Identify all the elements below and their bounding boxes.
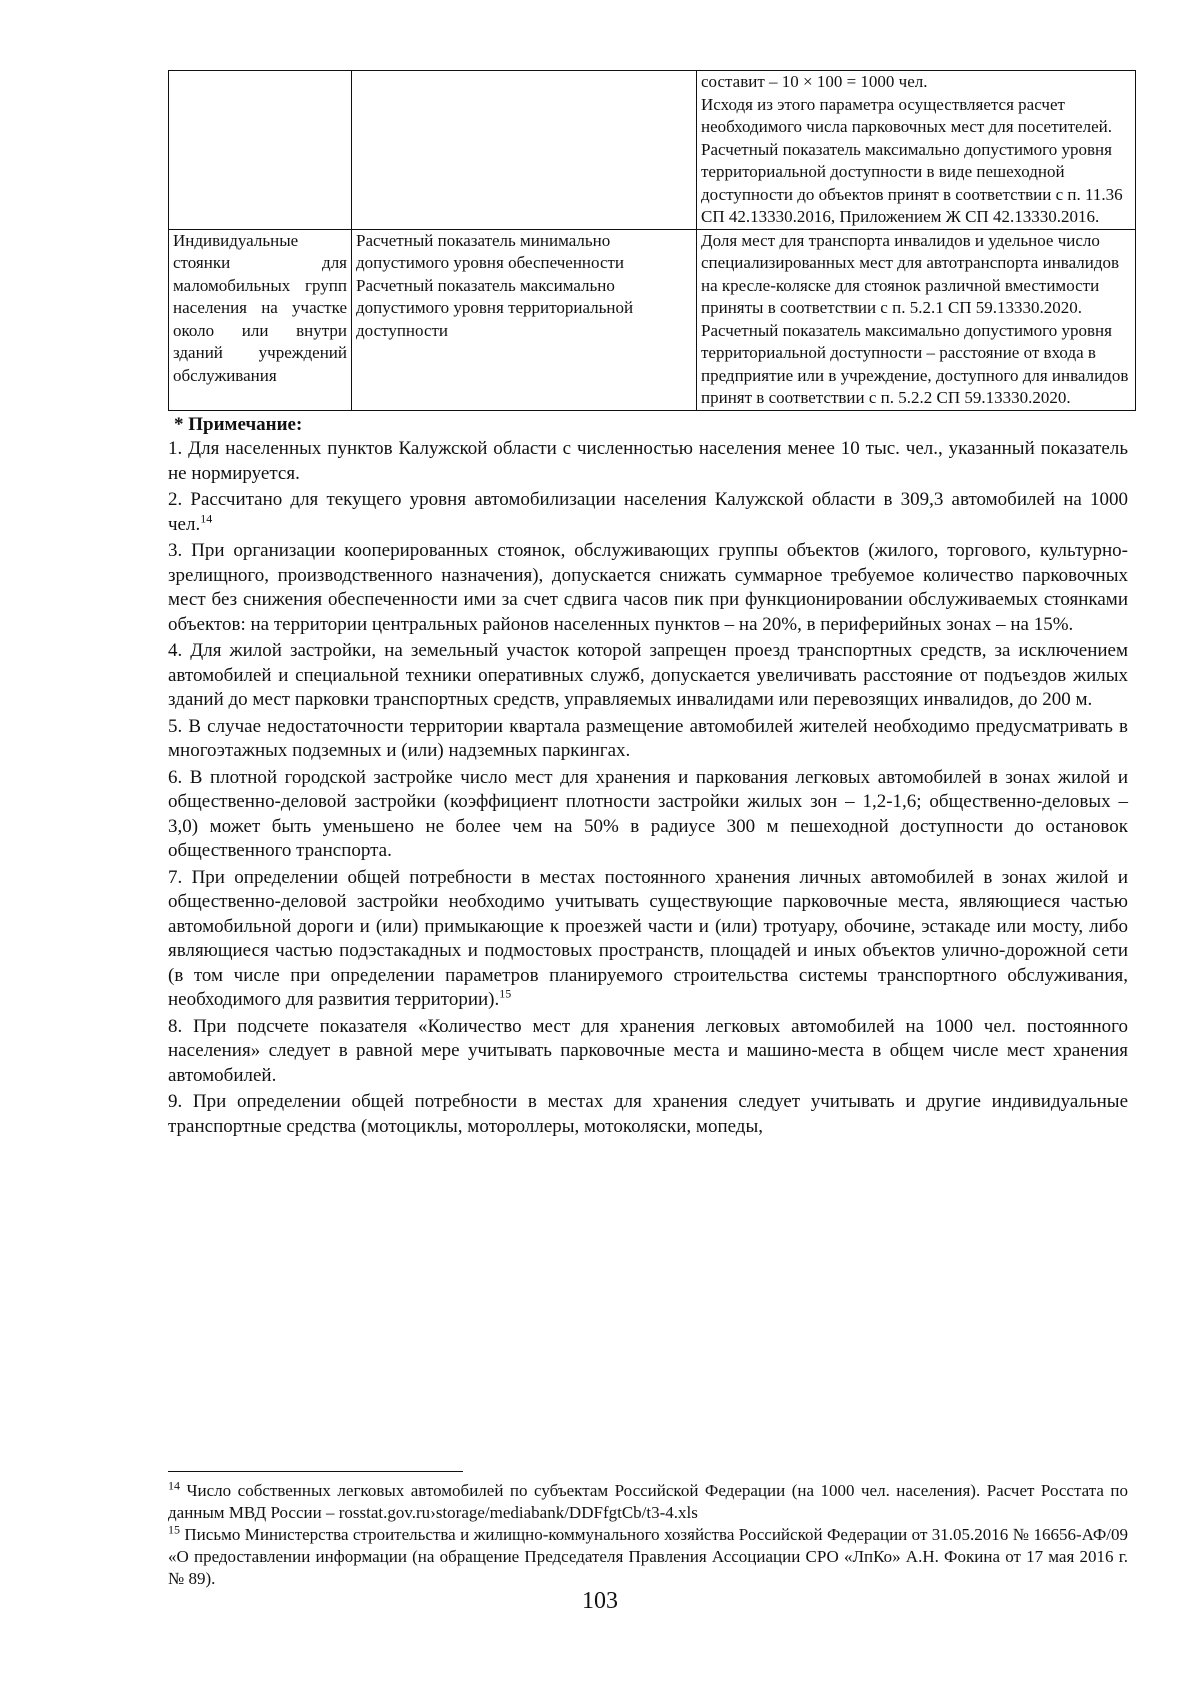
cell-text: Доля мест для транспорта инвалидов и удельное число специализированных мест для автотранспорта инвалидов на кресле-коляске для стоянок различной вместимости приняты в соответствии с п. 5.2.1 СП 59.13330.2020. Расчетный показатель максимально допустимого уровня территориальной доступности – расстояние от входа в предприятие или в учреждение, доступного для инвалидов принят в соответствии с п. 5.2.2 СП 59.13330.2020. xyxy=(701,230,1129,407)
footnote-ref[interactable]: 15 xyxy=(499,986,512,1001)
table-cell-indicator xyxy=(352,229,697,410)
footnote-ref[interactable]: 14 xyxy=(200,511,213,526)
requirements-table xyxy=(168,70,1136,411)
table-cell-indicator xyxy=(352,71,697,230)
table-cell-object xyxy=(169,229,352,410)
note-item: 7. При определении общей потребности в местах постоянного хранения личных автомобилей в зонах жилой и общественно-деловой застройки необходимо учитывать существующие парковочные места, являющиеся частью автомобильной дороги и (или) примыкающие к проезжей части и (или) тротуару, обочине, эстакаде или мосту, либо являющиеся частью подэстакадных и подмостовых пространств, площадей и иных объектов улично-дорожной сети (в том числе при определении параметров планируемого строительства системы транспортного обслуживания, необходимого для развития территории).$^{15}$ xyxy=(168,866,1128,1010)
note-item: 6. В плотной городской застройке число мест для хранения и паркования легковых автомобилей в зонах жилой и общественно-деловой застройки (коэффициент плотности застройки жилых зон – 1,2-1,6; общественно-деловых – 3,0) может быть уменьшено не более чем на 50% в радиусе 300 м пешеходной доступности до остановок общественного транспорта. xyxy=(168,766,1128,861)
note-item: 8. При подсчете показателя «Количество мест для хранения легковых автомобилей на 1000 чел. постоянного населения» следует в равной мере учитывать парковочные места и машино-места в общем числе мест хранения автомобилей. xyxy=(168,1015,1128,1086)
note-item: 2. Рассчитано для текущего уровня автомобилизации населения Калужской области в 309,3 автомобилей на 1000 чел.$^{14}$ xyxy=(168,489,1128,535)
cell-text: Индивидуальные стоянки для маломобильных групп населения на участке около или внутри зданий учреждений обслуживания xyxy=(173,230,347,385)
cell-text: Расчетный показатель минимально допустимого уровня обеспеченности Расчетный показатель максимально допустимого уровня территориальной доступности xyxy=(356,230,634,340)
note-item: 4. Для жилой застройки, на земельный участок которой запрещен проезд транспортных средств, за исключением автомобилей и специальной техники оперативных служб, допускается увеличивать расстояние от подъездов жилых зданий до мест парковки транспортных средств, управляемых инвалидами или перевозящих инвалидов, до 200 м. xyxy=(168,640,1128,710)
note-item: 1. Для населенных пунктов Калужской области с численностью населения менее 10 тыс. чел., указанный показатель не нормируется. xyxy=(168,438,1128,484)
note-item: 9. При определении общей потребности в местах для хранения следует учитывать и другие индивидуальные транспортные средства (мотоциклы, мотороллеры, мотоколяски, мопеды, xyxy=(168,1091,1128,1137)
footnote-divider xyxy=(168,1471,463,1472)
notes-section xyxy=(168,413,1128,1140)
footnotes xyxy=(168,1480,1128,1590)
document-page xyxy=(168,70,1128,1141)
note-item: 5. В случае недостаточности территории квартала размещение автомобилей жителей необходимо предусматривать в многоэтажных подземных и (или) надземных паркингах. xyxy=(168,715,1128,761)
table-cell-object xyxy=(169,71,352,230)
notes-title: * Примечание: xyxy=(174,413,303,435)
footnote: $^{15}$ Письмо Министерства строительства и жилищно-коммунального хозяйства Российской Федерации от 31.05.2016 № 16656-АФ/09 «О предоставлении информации (на обращение Председателя Правления Ассоциации СРО «ЛпКо» А.Н. Фокина от 17 мая 2016 г. № 89). xyxy=(168,1522,1128,1588)
cell-text: составит – 10 × 100 = 1000 чел. Исходя из этого параметра осуществляется расчет необходимого числа парковочных мест для посетителей. Расчетный показатель максимально допустимого уровня территориальной доступности в виде пешеходной доступности до объектов принят в соответствии с п. 11.36 СП 42.13330.2016, Приложением Ж СП 42.13330.2016. xyxy=(701,72,1123,226)
footnote: $^{14}$ Число собственных легковых автомобилей по субъектам Российской Федерации (на 1000 чел. населения). Расчет Росстата по данным МВД России – rosstat.gov.ru›storage/mediabank/DDFfgtCb/t3-4.xls xyxy=(168,1478,1128,1522)
table-cell-rationale xyxy=(697,71,1136,230)
table-row xyxy=(169,71,1136,230)
table-row xyxy=(169,229,1136,410)
page-number: 103 xyxy=(582,1588,618,1614)
note-item: 3. При организации кооперированных стоянок, обслуживающих группы объектов (жилого, торгового, культурно-зрелищного, производственного назначения), допускается снижать суммарное требуемое количество парковочных мест без снижения обеспеченности ими за счет сдвига часов пик при функционировании обслуживаемых стоянками объектов: на территории центральных районов населенных пунктов – на 20%, в периферийных зонах – на 15%. xyxy=(168,540,1128,635)
table-cell-rationale xyxy=(697,229,1136,410)
